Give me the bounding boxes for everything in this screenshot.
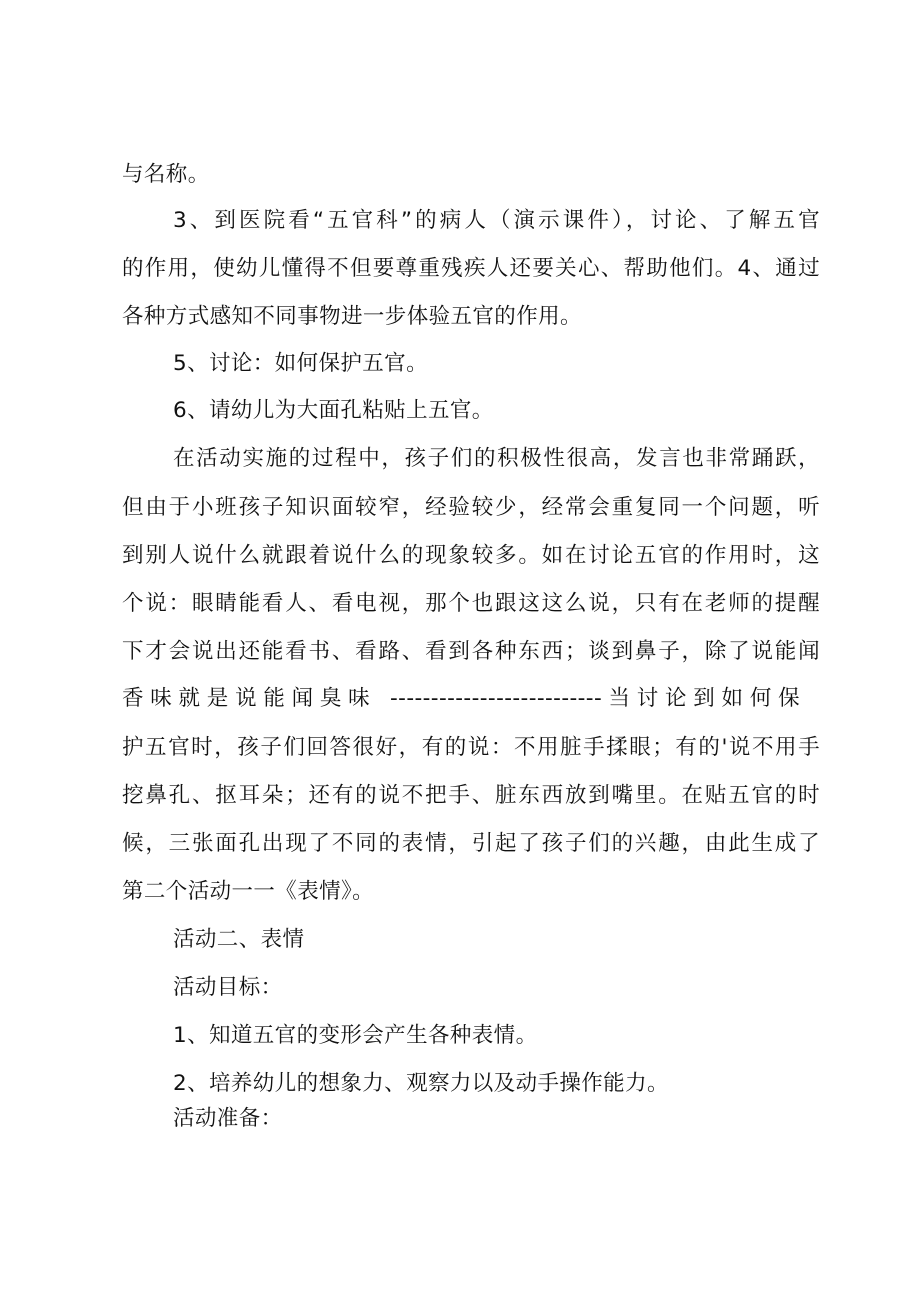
text-line: 各种方式感知不同事物进一步体验五官的作用。 (122, 304, 582, 329)
text-line: 与名称。 (122, 162, 210, 187)
text-line: 5、讨论：如何保护五官。 (173, 351, 428, 376)
text-line: 的作用，使幼儿懂得不但要尊重残疾人还要关心、帮助他们。4、通过 (122, 256, 820, 281)
text-line: 3、到医院看“五官科”的病人（演示课件），讨论、了解五官 (173, 208, 820, 233)
text-line: 1、知道五官的变形会产生各种表情。 (173, 1023, 538, 1048)
text-line: 在活动实施的过程中，孩子们的积极性很高，发言也非常踊跃， (173, 446, 820, 471)
subheading: 活动准备： (173, 1106, 283, 1131)
text-line: 到别人说什么就跟着说什么的现象较多。如在讨论五官的作用时，这 (122, 543, 820, 568)
text-line: 挖鼻孔、抠耳朵；还有的说不把手、脏东西放到嘴里。在贴五官的时 (122, 783, 820, 808)
text-line: 个说：眼睛能看人、看电视，那个也跟这这么说，只有在老师的提醒 (122, 591, 820, 616)
subheading: 活动目标： (173, 975, 283, 1000)
text-line: 第二个活动一一《表情》。 (122, 879, 375, 904)
text-line: 6、请幼儿为大面孔粘贴上五官。 (173, 398, 494, 423)
text-line: 护五官时，孩子们回答很好，有的说：不用脏手揉眼；有的'说不用手 (122, 735, 820, 760)
text-line: 下才会说出还能看书、看路、看到各种东西；谈到鼻子，除了说能闻 (122, 639, 820, 664)
section-heading: 活动二、表情 (173, 927, 305, 952)
text-line: 2、培养幼儿的想象力、观察力以及动手操作能力。 (173, 1071, 669, 1096)
text-line: 但由于小班孩子知识面较窄，经验较少，经常会重复同一个问题，听 (122, 495, 820, 520)
text-line: 香味就是说能闻臭味 --------------------------当讨论到如何保 (122, 686, 800, 711)
text-line: 候，三张面孔出现了不同的表情，引起了孩子们的兴趣，由此生成了 (122, 831, 820, 856)
